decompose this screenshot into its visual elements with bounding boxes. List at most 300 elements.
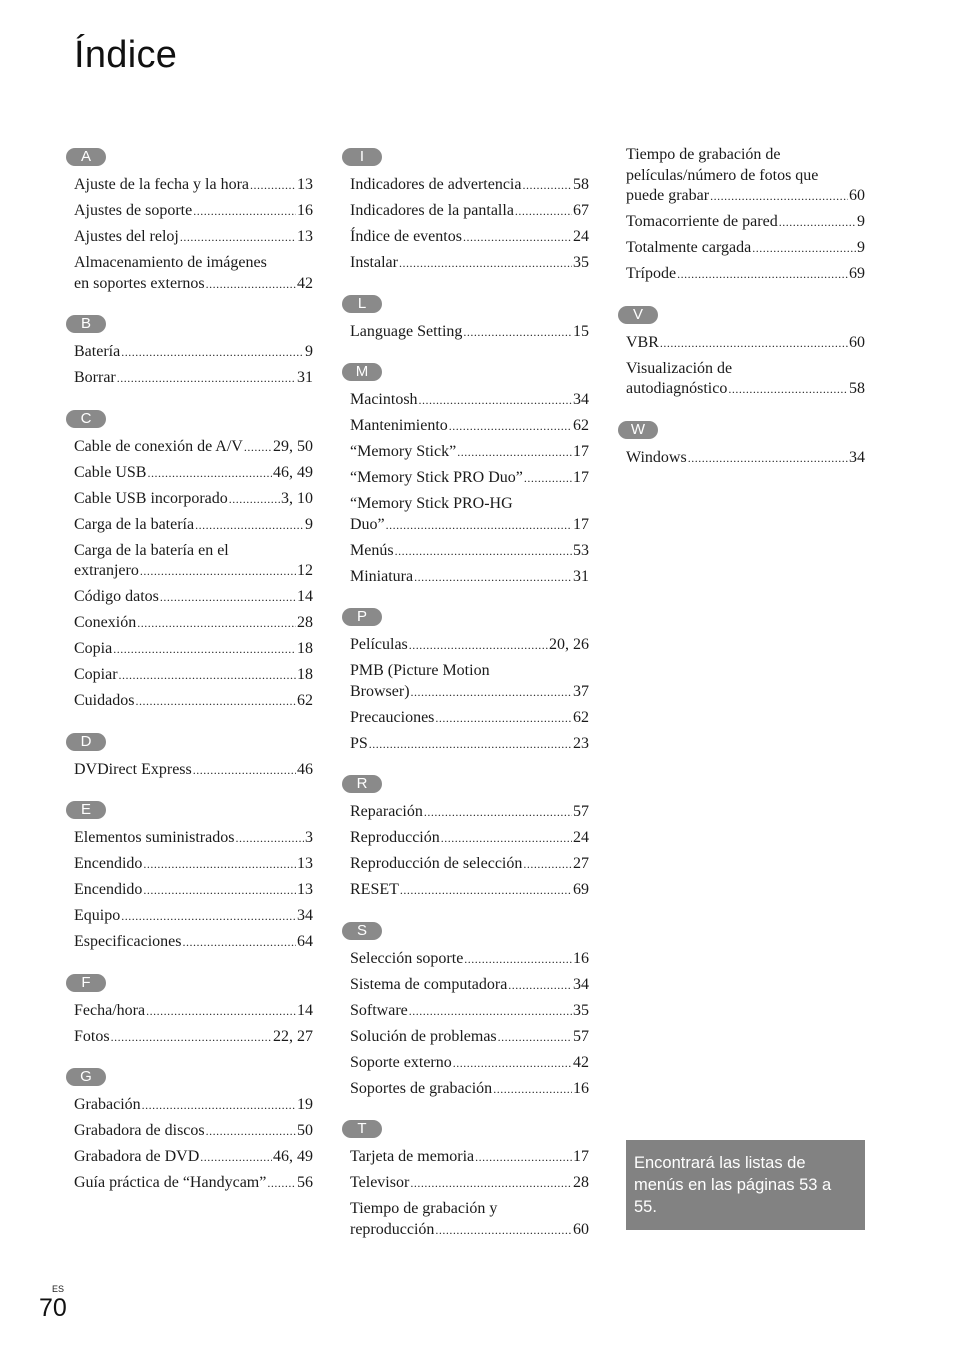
- entry-term: Reparación: [350, 803, 423, 820]
- index-entry: [74, 760, 313, 781]
- dot-leader: [180, 227, 296, 248]
- dot-leader: [409, 1001, 572, 1022]
- dot-leader: [475, 1147, 572, 1168]
- index-entry: [74, 691, 313, 712]
- dot-leader: [244, 437, 272, 458]
- entry-term: Guía práctica de “Handycam”: [74, 1174, 267, 1191]
- entry-page-ref: 62: [573, 417, 589, 434]
- index-entry: [626, 264, 865, 285]
- entry-page-ref: 62: [573, 708, 589, 726]
- index-entry: [74, 665, 313, 686]
- index-section-s: [342, 921, 589, 1100]
- entry-term: Instalar: [350, 254, 398, 271]
- entry-term: “Memory Stick”: [350, 443, 457, 460]
- entry-page-ref: 24: [573, 228, 589, 245]
- dot-leader: [779, 212, 856, 233]
- dot-leader: [399, 253, 572, 274]
- entry-term: reproducción: [350, 1220, 435, 1238]
- dot-leader: [498, 1027, 572, 1048]
- section-letter-badge: C: [66, 410, 106, 428]
- dot-leader: [250, 175, 296, 196]
- dot-leader: [752, 238, 856, 259]
- index-entry: [74, 1027, 313, 1048]
- index-entry: [74, 613, 313, 634]
- entry-page-ref: 58: [849, 380, 865, 397]
- entry-term: Tiempo de grabación y: [350, 1200, 498, 1217]
- index-entry: [74, 463, 313, 484]
- entry-term: Fotos: [74, 1027, 110, 1045]
- entry-page-ref: 29, 50: [273, 437, 313, 455]
- index-entry: [350, 494, 589, 535]
- entry-term: Precauciones: [350, 708, 435, 726]
- entry-page-ref: 3, 10: [281, 489, 313, 507]
- index-column-1: [66, 148, 313, 1215]
- entry-page-ref: 34: [573, 391, 589, 408]
- entry-page-ref: 14: [297, 588, 313, 605]
- entry-term: Copia: [74, 640, 113, 657]
- index-entry: [350, 802, 589, 823]
- entry-page-ref: 16: [573, 1079, 589, 1097]
- entry-page-ref: 16: [297, 202, 313, 219]
- entry-term: Selección soporte: [350, 949, 464, 967]
- dot-leader: [449, 416, 572, 437]
- entry-page-ref: 31: [297, 369, 313, 386]
- index-entry: [74, 175, 313, 196]
- entry-page-ref: 12: [297, 562, 313, 579]
- entry-term: Mantenimiento: [350, 417, 448, 434]
- index-entry: [350, 949, 589, 970]
- entry-page-ref: 50: [297, 1122, 313, 1139]
- entry-page-ref: 17: [573, 443, 589, 460]
- entry-term: Equipo: [74, 907, 121, 924]
- index-entry: [74, 489, 313, 510]
- dot-leader: [493, 1079, 572, 1100]
- entry-page-ref: 17: [573, 515, 589, 533]
- index-section-v: [618, 305, 865, 400]
- dot-leader: [200, 1147, 272, 1168]
- entry-page-ref: 20, 26: [549, 636, 589, 653]
- dot-leader: [143, 880, 296, 901]
- entry-term: Grabadora de DVD: [74, 1148, 200, 1165]
- index-entry: [74, 587, 313, 608]
- dot-leader: [424, 802, 572, 823]
- dot-leader: [143, 854, 296, 875]
- index-section-w: [618, 420, 865, 469]
- entry-page-ref: 67: [573, 202, 589, 219]
- entry-page-ref: 60: [849, 187, 865, 204]
- entry-term: Indicadores de la pantalla: [350, 202, 514, 219]
- entry-page-ref: 60: [849, 333, 865, 351]
- entry-page-ref: 28: [573, 1174, 589, 1191]
- entry-term: Almacenamiento de imágenes: [74, 254, 267, 271]
- index-entry: [350, 1147, 589, 1168]
- page-number: 70: [39, 1294, 67, 1322]
- entry-page-ref: 13: [297, 176, 313, 193]
- section-letter-badge: P: [342, 608, 382, 626]
- entry-term: Cable de conexión de A/V: [74, 437, 243, 455]
- dot-leader: [522, 175, 572, 196]
- section-letter-badge: F: [66, 974, 106, 992]
- entry-term: Televisor: [350, 1174, 410, 1191]
- index-entry: [74, 515, 313, 536]
- entry-term: Encendido: [74, 881, 143, 898]
- entry-term: Macintosh: [350, 391, 418, 408]
- dot-leader: [135, 691, 296, 712]
- entry-page-ref: 58: [573, 176, 589, 193]
- dot-leader: [677, 264, 848, 285]
- index-entry: [350, 880, 589, 901]
- index-entry: [350, 1027, 589, 1048]
- entry-page-ref: 69: [849, 265, 865, 282]
- entry-term: Ajustes de soporte: [74, 202, 193, 219]
- entry-page-ref: 18: [297, 666, 313, 683]
- index-entry: [350, 1053, 589, 1074]
- dot-leader: [414, 567, 572, 588]
- entry-term: PS: [350, 734, 368, 752]
- dot-leader: [453, 1053, 572, 1074]
- entry-page-ref: 31: [573, 567, 589, 585]
- entry-term: Encendido: [74, 855, 143, 872]
- dot-leader: [121, 906, 296, 927]
- index-section-continued: [618, 145, 865, 285]
- entry-page-ref: 14: [297, 1001, 313, 1019]
- language-code: ES: [52, 1284, 65, 1294]
- dot-leader: [183, 932, 297, 953]
- entry-term: Cuidados: [74, 692, 135, 709]
- index-entry: [74, 828, 313, 849]
- entry-term: Carga de la batería en el: [74, 541, 229, 559]
- entry-page-ref: 13: [297, 881, 313, 898]
- dot-leader: [688, 448, 848, 469]
- entry-term: Películas: [350, 636, 408, 653]
- entry-term: Cable USB incorporado: [74, 489, 228, 507]
- entry-page-ref: 35: [573, 254, 589, 271]
- section-letter-badge: S: [342, 922, 382, 940]
- dot-leader: [140, 561, 296, 582]
- index-entry: [74, 342, 313, 363]
- dot-leader: [267, 1173, 296, 1194]
- section-letter-badge: A: [66, 148, 106, 166]
- index-section-d: [66, 732, 313, 781]
- entry-page-ref: 9: [305, 343, 313, 360]
- entry-page-ref: 60: [573, 1220, 589, 1238]
- entry-term: Conexión: [74, 614, 137, 631]
- index-entry: [350, 253, 589, 274]
- dot-leader: [464, 949, 572, 970]
- entry-term: Windows: [626, 448, 687, 466]
- dot-leader: [113, 639, 296, 660]
- entry-page-ref: 57: [573, 803, 589, 820]
- dot-leader: [508, 975, 572, 996]
- menu-lists-note: Encontrará las listas de menús en las páginas 53 a 55.: [626, 1140, 865, 1230]
- dot-leader: [463, 227, 572, 248]
- index-entry: [626, 145, 865, 207]
- dot-leader: [728, 379, 848, 400]
- index-entry: [350, 1079, 589, 1100]
- entry-term: Tiempo de grabación de: [626, 146, 781, 163]
- entry-term: Tomacorriente de pared: [626, 213, 778, 230]
- entry-term: Duo”: [350, 515, 385, 533]
- entry-page-ref: 42: [573, 1053, 589, 1071]
- entry-term: películas/número de fotos que: [626, 166, 819, 184]
- entry-page-ref: 62: [297, 692, 313, 709]
- section-letter-badge: L: [342, 295, 382, 313]
- index-entry: [350, 468, 589, 489]
- entry-page-ref: 3: [305, 829, 313, 846]
- dot-leader: [523, 854, 572, 875]
- entry-term: Elementos suministrados: [74, 829, 235, 846]
- section-letter-badge: E: [66, 801, 106, 819]
- index-entry: [350, 322, 589, 343]
- entry-page-ref: 56: [297, 1174, 313, 1191]
- dot-leader: [137, 613, 296, 634]
- index-entry: [74, 932, 313, 953]
- entry-page-ref: 15: [573, 322, 589, 340]
- index-section-i: [342, 148, 589, 274]
- index-entry: [350, 227, 589, 248]
- index-entry: [626, 212, 865, 233]
- entry-page-ref: 16: [573, 949, 589, 967]
- entry-page-ref: 34: [297, 907, 313, 924]
- entry-page-ref: 17: [573, 469, 589, 486]
- entry-term: Borrar: [74, 369, 116, 386]
- index-section-c: [66, 409, 313, 712]
- entry-term: Copiar: [74, 666, 118, 683]
- index-entry: [74, 880, 313, 901]
- entry-term: Carga de la batería: [74, 515, 195, 533]
- index-entry: [350, 567, 589, 588]
- index-section-m: [342, 363, 589, 587]
- entry-page-ref: 35: [573, 1001, 589, 1019]
- entry-page-ref: 46, 49: [273, 1148, 313, 1165]
- index-entry: [74, 201, 313, 222]
- dot-leader: [142, 1095, 296, 1116]
- dot-leader: [206, 1121, 296, 1142]
- entry-term: Soportes de grabación: [350, 1079, 493, 1097]
- entry-term: Batería: [74, 343, 121, 360]
- index-section-l: [342, 294, 589, 343]
- entry-term: Grabadora de discos: [74, 1122, 205, 1139]
- section-letter-badge: D: [66, 733, 106, 751]
- entry-term: en soportes externos: [74, 274, 205, 292]
- entry-term: Sistema de computadora: [350, 975, 508, 993]
- index-entry: [350, 1173, 589, 1194]
- dot-leader: [160, 587, 296, 608]
- index-entry: [350, 734, 589, 755]
- dot-leader: [441, 828, 572, 849]
- entry-page-ref: 46, 49: [273, 463, 313, 481]
- dot-leader: [660, 333, 848, 354]
- entry-page-ref: 69: [573, 881, 589, 898]
- dot-leader: [117, 368, 296, 389]
- index-entry: [74, 1147, 313, 1168]
- index-entry: [350, 1199, 589, 1240]
- entry-term: Cable USB: [74, 463, 147, 481]
- dot-leader: [121, 342, 304, 363]
- index-section-b: [66, 315, 313, 389]
- dot-leader: [193, 201, 296, 222]
- entry-term: puede grabar: [626, 187, 710, 204]
- entry-term: Browser): [350, 682, 410, 700]
- index-section-g: [66, 1068, 313, 1194]
- entry-term: Solución de problemas: [350, 1027, 497, 1045]
- entry-page-ref: 28: [297, 614, 313, 631]
- index-entry: [74, 906, 313, 927]
- entry-page-ref: 23: [573, 734, 589, 752]
- dot-leader: [419, 390, 572, 411]
- index-section-t: [342, 1120, 589, 1240]
- dot-leader: [146, 1001, 296, 1022]
- section-letter-badge: R: [342, 775, 382, 793]
- entry-page-ref: 64: [297, 933, 313, 950]
- section-letter-badge: G: [66, 1068, 106, 1086]
- entry-term: Ajuste de la fecha y la hora: [74, 176, 250, 193]
- index-entry: [626, 333, 865, 354]
- entry-page-ref: 34: [849, 448, 865, 466]
- entry-term: Especificaciones: [74, 933, 182, 950]
- dot-leader: [435, 708, 572, 729]
- index-entry: [74, 1173, 313, 1194]
- index-entry: [626, 238, 865, 259]
- entry-page-ref: 18: [297, 640, 313, 657]
- index-entry: [74, 854, 313, 875]
- entry-term: Visualización de: [626, 359, 733, 377]
- section-letter-badge: T: [342, 1120, 382, 1138]
- dot-leader: [206, 274, 296, 295]
- entry-page-ref: 13: [297, 228, 313, 245]
- dot-leader: [395, 541, 572, 562]
- dot-leader: [463, 322, 572, 343]
- entry-term: “Memory Stick PRO-HG: [350, 495, 513, 512]
- index-entry: [350, 828, 589, 849]
- entry-term: extranjero: [74, 562, 139, 579]
- entry-page-ref: 9: [305, 515, 313, 533]
- entry-page-ref: 53: [573, 541, 589, 559]
- index-entry: [350, 635, 589, 656]
- entry-page-ref: 37: [573, 682, 589, 700]
- entry-page-ref: 19: [297, 1096, 313, 1113]
- index-entry: [350, 854, 589, 875]
- index-entry: [350, 975, 589, 996]
- dot-leader: [195, 515, 304, 536]
- index-entry: [74, 437, 313, 458]
- index-entry: [74, 253, 313, 294]
- entry-page-ref: 57: [573, 1027, 589, 1045]
- index-entry: [74, 639, 313, 660]
- entry-term: autodiagnóstico: [626, 380, 728, 397]
- entry-page-ref: 27: [573, 855, 589, 872]
- index-entry: [626, 359, 865, 400]
- entry-term: Código datos: [74, 588, 159, 605]
- dot-leader: [410, 1173, 572, 1194]
- entry-page-ref: 46: [297, 760, 313, 778]
- index-entry: [350, 1001, 589, 1022]
- dot-leader: [147, 463, 272, 484]
- dot-leader: [235, 828, 304, 849]
- index-entry: [350, 661, 589, 702]
- entry-term: Soporte externo: [350, 1053, 452, 1071]
- dot-leader: [119, 665, 296, 686]
- dot-leader: [369, 734, 572, 755]
- dot-leader: [411, 682, 572, 703]
- dot-leader: [400, 880, 572, 901]
- index-entry: [74, 227, 313, 248]
- dot-leader: [515, 201, 572, 222]
- dot-leader: [409, 635, 548, 656]
- entry-page-ref: 22, 27: [273, 1027, 313, 1045]
- index-entry: [626, 448, 865, 469]
- section-letter-badge: V: [618, 306, 658, 324]
- entry-term: Miniatura: [350, 567, 414, 585]
- dot-leader: [457, 442, 572, 463]
- entry-page-ref: 42: [297, 274, 313, 292]
- section-letter-badge: I: [342, 148, 382, 166]
- dot-leader: [111, 1027, 272, 1048]
- index-section-r: [342, 775, 589, 901]
- entry-page-ref: 17: [573, 1148, 589, 1165]
- entry-term: Reproducción de selección: [350, 855, 523, 872]
- dot-leader: [193, 760, 296, 781]
- index-entry: [74, 1121, 313, 1142]
- section-letter-badge: W: [618, 421, 658, 439]
- entry-term: DVDirect Express: [74, 760, 192, 778]
- index-entry: [74, 368, 313, 389]
- entry-page-ref: 13: [297, 855, 313, 872]
- index-entry: [350, 390, 589, 411]
- entry-term: Grabación: [74, 1096, 141, 1113]
- section-letter-badge: M: [342, 363, 382, 381]
- entry-term: Reproducción: [350, 829, 440, 846]
- entry-term: Software: [350, 1001, 408, 1019]
- page-title: Índice: [74, 34, 178, 76]
- entry-term: Índice de eventos: [350, 228, 462, 245]
- entry-term: Menús: [350, 541, 394, 559]
- entry-page-ref: 9: [857, 213, 865, 230]
- dot-leader: [435, 1220, 572, 1241]
- entry-page-ref: 34: [573, 975, 589, 993]
- entry-term: Tarjeta de memoria: [350, 1148, 475, 1165]
- index-entry: [350, 442, 589, 463]
- dot-leader: [229, 489, 280, 510]
- index-entry: [74, 1001, 313, 1022]
- entry-term: Trípode: [626, 265, 677, 282]
- index-entry: [350, 708, 589, 729]
- entry-term: RESET: [350, 881, 399, 898]
- index-column-3: [618, 145, 865, 489]
- index-entry: [350, 416, 589, 437]
- dot-leader: [386, 515, 572, 536]
- index-column-2: [342, 148, 589, 1261]
- entry-term: Indicadores de advertencia: [350, 176, 522, 193]
- index-entry: [350, 541, 589, 562]
- entry-term: Totalmente cargada: [626, 239, 752, 256]
- entry-term: Language Setting: [350, 322, 463, 340]
- section-letter-badge: B: [66, 315, 106, 333]
- index-section-a: [66, 148, 313, 294]
- index-entry: [350, 201, 589, 222]
- entry-term: PMB (Picture Motion: [350, 662, 490, 679]
- entry-page-ref: 24: [573, 829, 589, 846]
- index-section-e: [66, 801, 313, 953]
- entry-term: Fecha/hora: [74, 1001, 146, 1019]
- dot-leader: [524, 468, 572, 489]
- dot-leader: [710, 186, 848, 207]
- entry-term: Ajustes del reloj: [74, 228, 179, 245]
- index-section-f: [66, 973, 313, 1048]
- entry-page-ref: 9: [857, 239, 865, 256]
- index-entry: [74, 541, 313, 582]
- entry-term: “Memory Stick PRO Duo”: [350, 469, 523, 486]
